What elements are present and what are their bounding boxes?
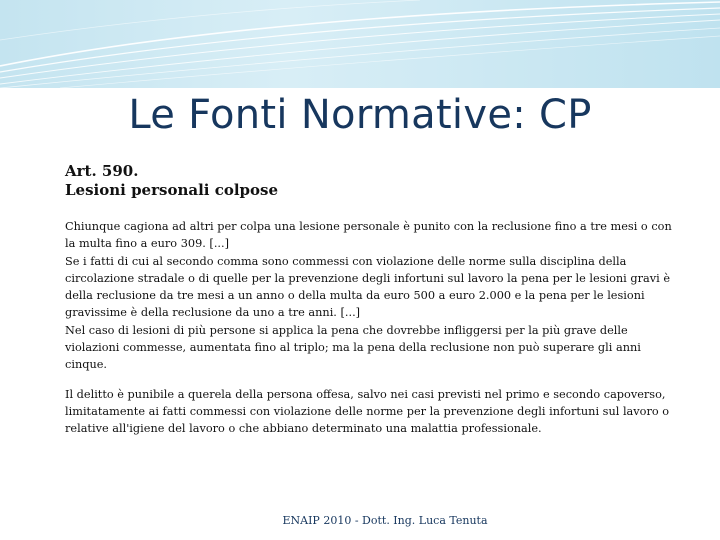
- paragraph-1: Chiunque cagiona ad altri per colpa una lesione personale è punito con la reclusione fino a tre mesi o con la multa fino a euro 309. [...]: [65, 220, 672, 251]
- slide-footer: ENAIP 2010 - Dott. Ing. Luca Tenuta: [282, 514, 488, 527]
- swoosh-lines-decoration: [0, 0, 720, 88]
- article-body: [65, 218, 683, 438]
- slide-title: Le Fonti Normative: CP: [128, 92, 592, 138]
- article-heading: [65, 162, 278, 200]
- paragraph-3: Nel caso di lesioni di più persone si applica la pena che dovrebbe infliggersi per la più grave delle violazioni commesse, aumentata fino al triplo; ma la pena della reclusione non può superare gli anni cinque.: [65, 323, 641, 372]
- article-number: Art. 590.: [65, 162, 139, 180]
- paragraph-4: Il delitto è punibile a querela della persona offesa, salvo nei casi previsti nel primo e secondo capoverso, limitatamente ai fatti commessi con violazione delle norme per la prevenzione degli infortuni sul lavoro o relative all'igiene del lavoro o che abbiano determinato una malattia professionale.: [65, 387, 670, 436]
- header-decorative-band: [0, 0, 720, 88]
- article-title: Lesioni personali colpose: [65, 181, 279, 199]
- paragraph-2: Se i fatti di cui al secondo comma sono commessi con violazione delle norme sulla disciplina della circolazione stradale o di quelle per la prevenzione degli infortuni sul lavoro la pena per le lesioni gravi è della reclusione da tre mesi a un anno o della multa da euro 500 a euro 2.000 e la pena per le lesioni gravissime è della reclusione da uno a tre anni. [...]: [65, 254, 671, 320]
